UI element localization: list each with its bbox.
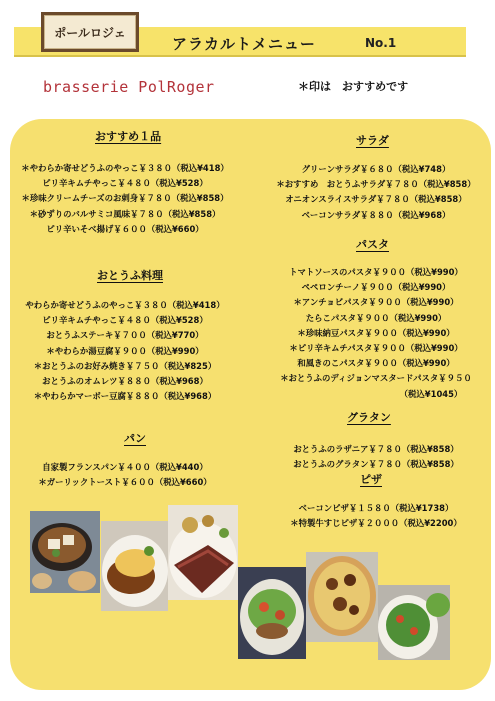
menu-item: ＊おとうふのディジョンマスタードパスタ￥９５０ — [280, 373, 472, 384]
menu-item: ＊やわらか寄せどうふのやっこ￥３８０（税込¥418） — [21, 163, 229, 173]
recommended-list — [10, 161, 240, 237]
menu-item: ＊アンチョビパスタ￥９００（税込¥990） — [293, 297, 459, 308]
photo-salad-plate — [238, 567, 306, 659]
menu-item: ＊珍味クリームチーズのお刺身￥７８０（税込¥858） — [21, 193, 229, 204]
menu-item: ピリ辛キムチやっこ￥４８０（税込¥528） — [42, 315, 208, 326]
section-title-tofu: おとうふ料理 — [97, 269, 163, 282]
section-title-recommended: おすすめ１品 — [95, 130, 162, 143]
section-title-bread: パン — [124, 432, 146, 445]
menu-item: ピリ辛いそべ揚げ￥６００（税込¥660） — [46, 223, 204, 234]
bread-list — [10, 460, 240, 490]
menu-item: ＊おとうふのお好み焼き￥７５０（税込¥825） — [33, 360, 217, 371]
brand-name: brasserie PolRoger — [43, 78, 215, 96]
menu-item: ＊おすすめ おとうふサラダ￥７８０（税込¥858） — [276, 179, 476, 190]
section-title-pizza: ピザ — [360, 473, 382, 486]
menu-item: （税込¥1045） — [399, 388, 463, 399]
menu-item: ＊珍味納豆パスタ￥９００（税込¥990） — [297, 327, 455, 338]
menu-item: ＊ガーリックトースト￥６００（税込¥660） — [38, 477, 212, 488]
section-title-pasta: パスタ — [356, 238, 389, 251]
pizza-list — [262, 501, 490, 531]
menu-item: やわらか寄せどうふのやっこ￥３８０（税込¥418） — [25, 300, 225, 310]
tofu-list — [10, 298, 240, 404]
pasta-list — [262, 265, 490, 402]
photo-green-salad — [378, 585, 450, 660]
menu-item: たらこパスタ￥９００（税込¥990） — [305, 312, 447, 323]
menu-item: グリーンサラダ￥６８０（税込¥748） — [301, 164, 451, 174]
gratin-list — [262, 442, 490, 472]
menu-item: おとうふのグラタン￥７８０（税込¥858） — [293, 459, 459, 470]
menu-item: トマトソースのパスタ￥９００（税込¥990） — [289, 267, 463, 277]
logo-text: ポールロジェ — [54, 25, 126, 40]
menu-item: ピリ辛キムチやっこ￥４８０（税込¥528） — [42, 178, 208, 189]
menu-item: 自家製フランスパン￥４００（税込¥440） — [42, 462, 208, 472]
menu-item: ＊ピリ辛キムチパスタ￥９００（税込¥990） — [289, 342, 463, 353]
photo-steak — [168, 505, 238, 600]
menu-item: ベーコンサラダ￥８８０（税込¥968） — [301, 209, 451, 220]
menu-item: ペペロンチーノ￥９００（税込¥990） — [301, 282, 451, 293]
menu-item: 和風きのこパスタ￥９００（税込¥990） — [297, 358, 455, 369]
menu-item: オニオンスライスサラダ￥７８０（税込¥858） — [285, 194, 467, 205]
menu-item: おとうふのオムレツ￥８８０（税込¥968） — [42, 375, 208, 386]
photo-tofu-pot — [30, 511, 100, 593]
menu-item: ＊やわらか湯豆腐￥９００（税込¥990） — [46, 345, 204, 356]
menu-item: ＊特製牛すじピザ￥２０００（税込¥2200） — [290, 518, 462, 529]
section-title-salad: サラダ — [356, 134, 389, 147]
section-title-gratin: グラタン — [347, 411, 391, 424]
page-number: No.1 — [365, 36, 397, 50]
menu-item: おとうふのラザニア￥７８０（税込¥858） — [293, 444, 459, 454]
menu-item: おとうふステーキ￥７００（税込¥770） — [46, 330, 204, 341]
menu-title: アラカルトメニュー — [172, 35, 316, 53]
photo-omelette — [101, 521, 168, 611]
logo-plate — [41, 12, 139, 52]
recommend-note: ＊印は おすすめです — [298, 80, 409, 93]
menu-item: ＊砂ずりのバルサミコ風味￥７８０（税込¥858） — [29, 208, 221, 219]
menu-item: ＊やわらかマーボー豆腐￥８８０（税込¥968） — [33, 391, 217, 402]
menu-item: ベーコンピザ￥１５８０（税込¥1738） — [298, 503, 454, 513]
photo-pizza — [306, 552, 378, 642]
salad-list — [262, 162, 490, 223]
